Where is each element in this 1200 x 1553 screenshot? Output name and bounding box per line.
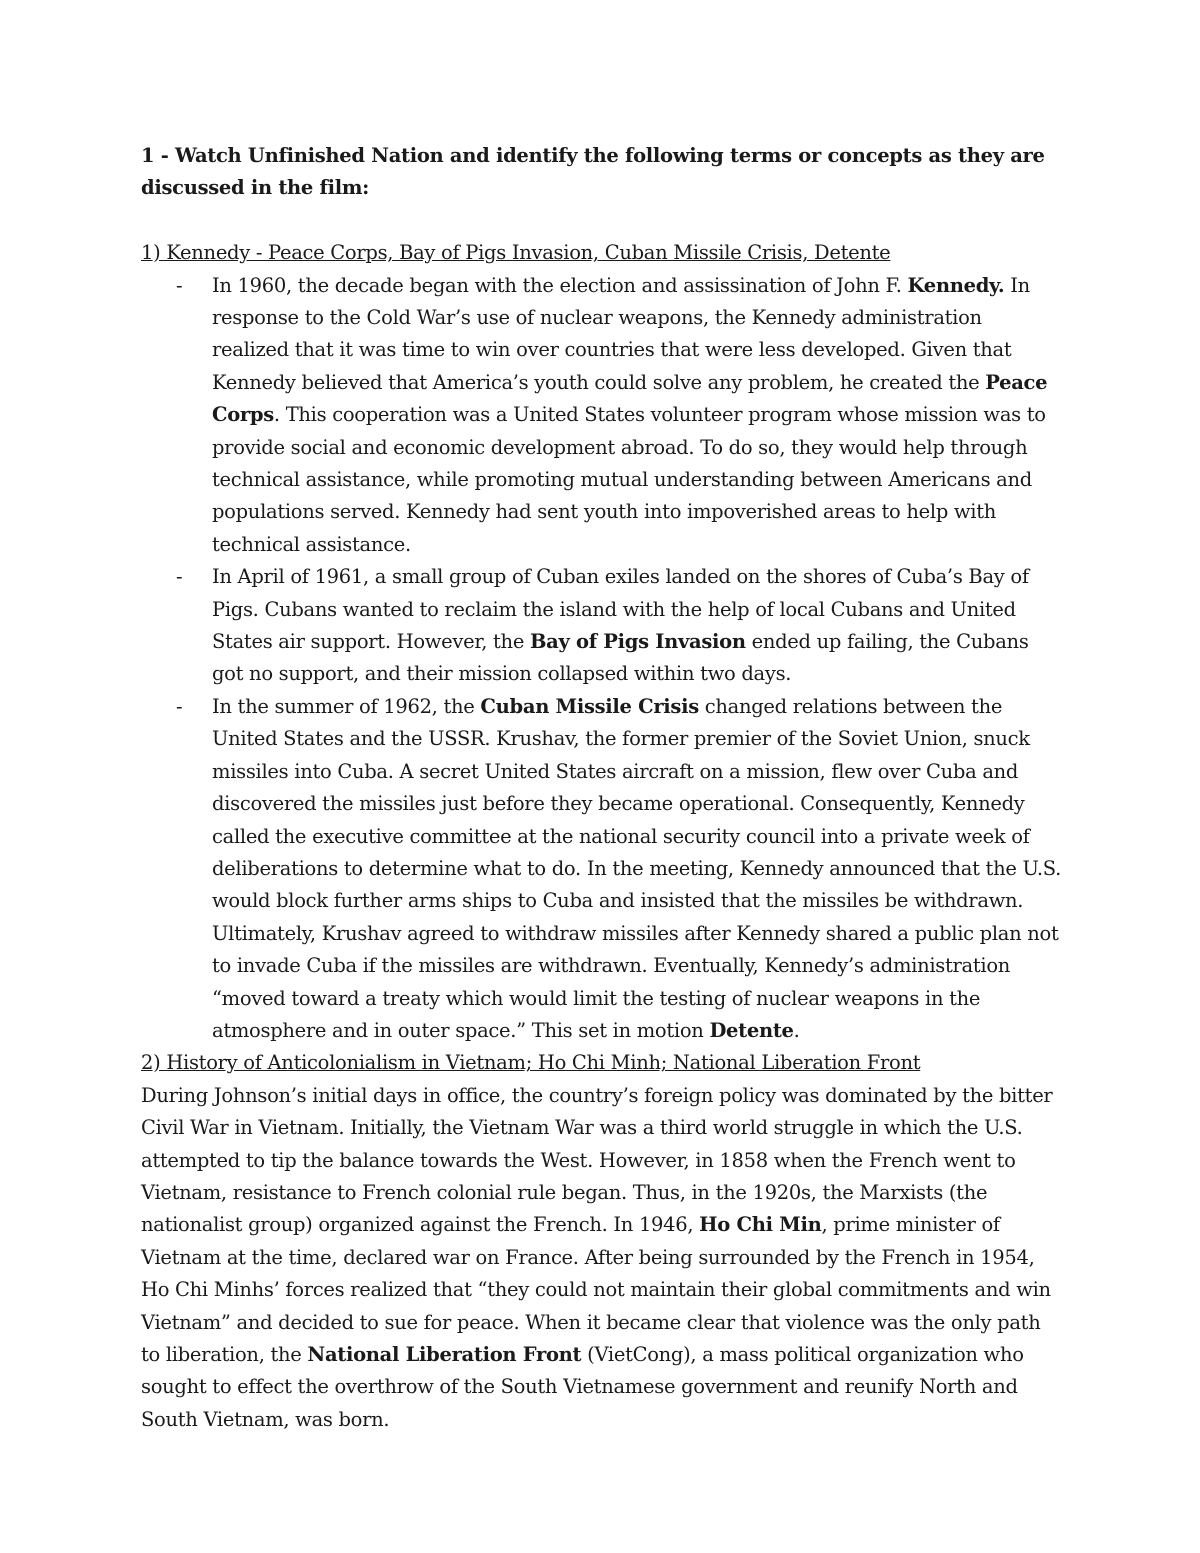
bullet-kennedy-peace-corps: [141, 270, 1061, 562]
section-1-bullet-list: [141, 270, 1061, 1048]
bullet-dash: -: [176, 565, 183, 589]
term-kennedy: Kennedy.: [907, 273, 1005, 297]
document-page: [141, 140, 1061, 1436]
text-run: In response to the Cold War’s use of nuclear weapons, the Kennedy administration realized that it was time to win over countries that were less developed. Given that Kennedy believed that America’s youth could solve any problem, he created the: [212, 273, 1030, 394]
section-2-title: 2) History of Anticolonialism in Vietnam; Ho Chi Minh; National Liberation Front: [141, 1051, 921, 1075]
bullet-dash: -: [176, 273, 183, 297]
term-cuban-missile-crisis: Cuban Missile Crisis: [480, 694, 699, 718]
term-peace-corps: Peace Corps: [212, 370, 1048, 427]
section-1-title: 1) Kennedy - Peace Corps, Bay of Pigs Invasion, Cuban Missile Crisis, Detente: [141, 241, 891, 265]
term-national-liberation-front: National Liberation Front: [307, 1343, 582, 1367]
text-run: In the summer of 1962, the: [212, 694, 481, 718]
text-run: , prime minister of Vietnam at the time, declared war on France. After being surrounded by the French in 1954, Ho Chi Minhs’ forces realized that “they could not maintain their global commitments and win Vietnam” and decided to sue for peace. When it became clear that violence was the only path to liberation, the: [141, 1213, 1051, 1367]
text-run: (VietCong), a mass political organization who sought to effect the overthrow of the South Vietnamese government and reunify North and South Vietnam, was born.: [141, 1343, 1024, 1431]
text-run: In 1960, the decade began with the election and assissination of John F.: [212, 273, 908, 297]
text-run: changed relations between the United States and the USSR. Krushav, the former premier of the Soviet Union, snuck missiles into Cuba. A secret United States aircraft on a mission, flew over Cuba and discovered the missiles just before they became operational. Consequently, Kennedy called the executive committee at the national security council into a private week of deliberations to determine what to do. In the meeting, Kennedy announced that the U.S. would block further arms ships to Cuba and insisted that the missiles be withdrawn. Ultimately, Krushav agreed to withdraw missiles after Kennedy shared a public plan not to invade Cuba if the missiles are withdrawn. Eventually, Kennedy’s administration “moved toward a treaty which would limit the testing of nuclear weapons in the atmosphere and in outer space.” This set in motion: [212, 694, 1061, 1042]
assignment-heading: 1 - Watch Unfinished Nation and identify the following terms or concepts as they are discussed in the film:: [141, 144, 1045, 200]
bullet-bay-of-pigs: [141, 561, 1061, 691]
term-bay-of-pigs-invasion: Bay of Pigs Invasion: [529, 630, 746, 654]
term-detente: Detente: [709, 1018, 794, 1042]
text-run: In April of 1961, a small group of Cuban exiles landed on the shores of Cuba’s Bay of Pigs. Cubans wanted to reclaim the island with the help of local Cubans and United States air support. However, the: [212, 565, 1029, 654]
term-ho-chi-min: Ho Chi Min: [699, 1213, 822, 1237]
text-run: During Johnson’s initial days in office, the country’s foreign policy was dominated by the bitter Civil War in Vietnam. Initially, the Vietnam War was a third world struggle in which the U.S. attempted to tip the balance towards the West. However, in 1858 when the French went to Vietnam, resistance to French colonial rule began. Thus, in the 1920s, the Marxists (the nationalist group) organized against the French. In 1946,: [141, 1083, 1053, 1237]
bullet-dash: -: [176, 694, 183, 718]
text-run: .: [793, 1018, 800, 1042]
text-run: ended up failing, the Cubans got no support, and their mission collapsed within two days.: [212, 630, 1029, 686]
section-2-paragraph: [141, 1080, 1061, 1436]
text-run: . This cooperation was a United States volunteer program whose mission was to provide social and economic development abroad. To do so, they would help through technical assistance, while promoting mutual understanding between Americans and populations served. Kennedy had sent youth into impoverished areas to help with technical assistance.: [212, 403, 1046, 556]
bullet-cuban-missile-crisis: [141, 691, 1061, 1047]
